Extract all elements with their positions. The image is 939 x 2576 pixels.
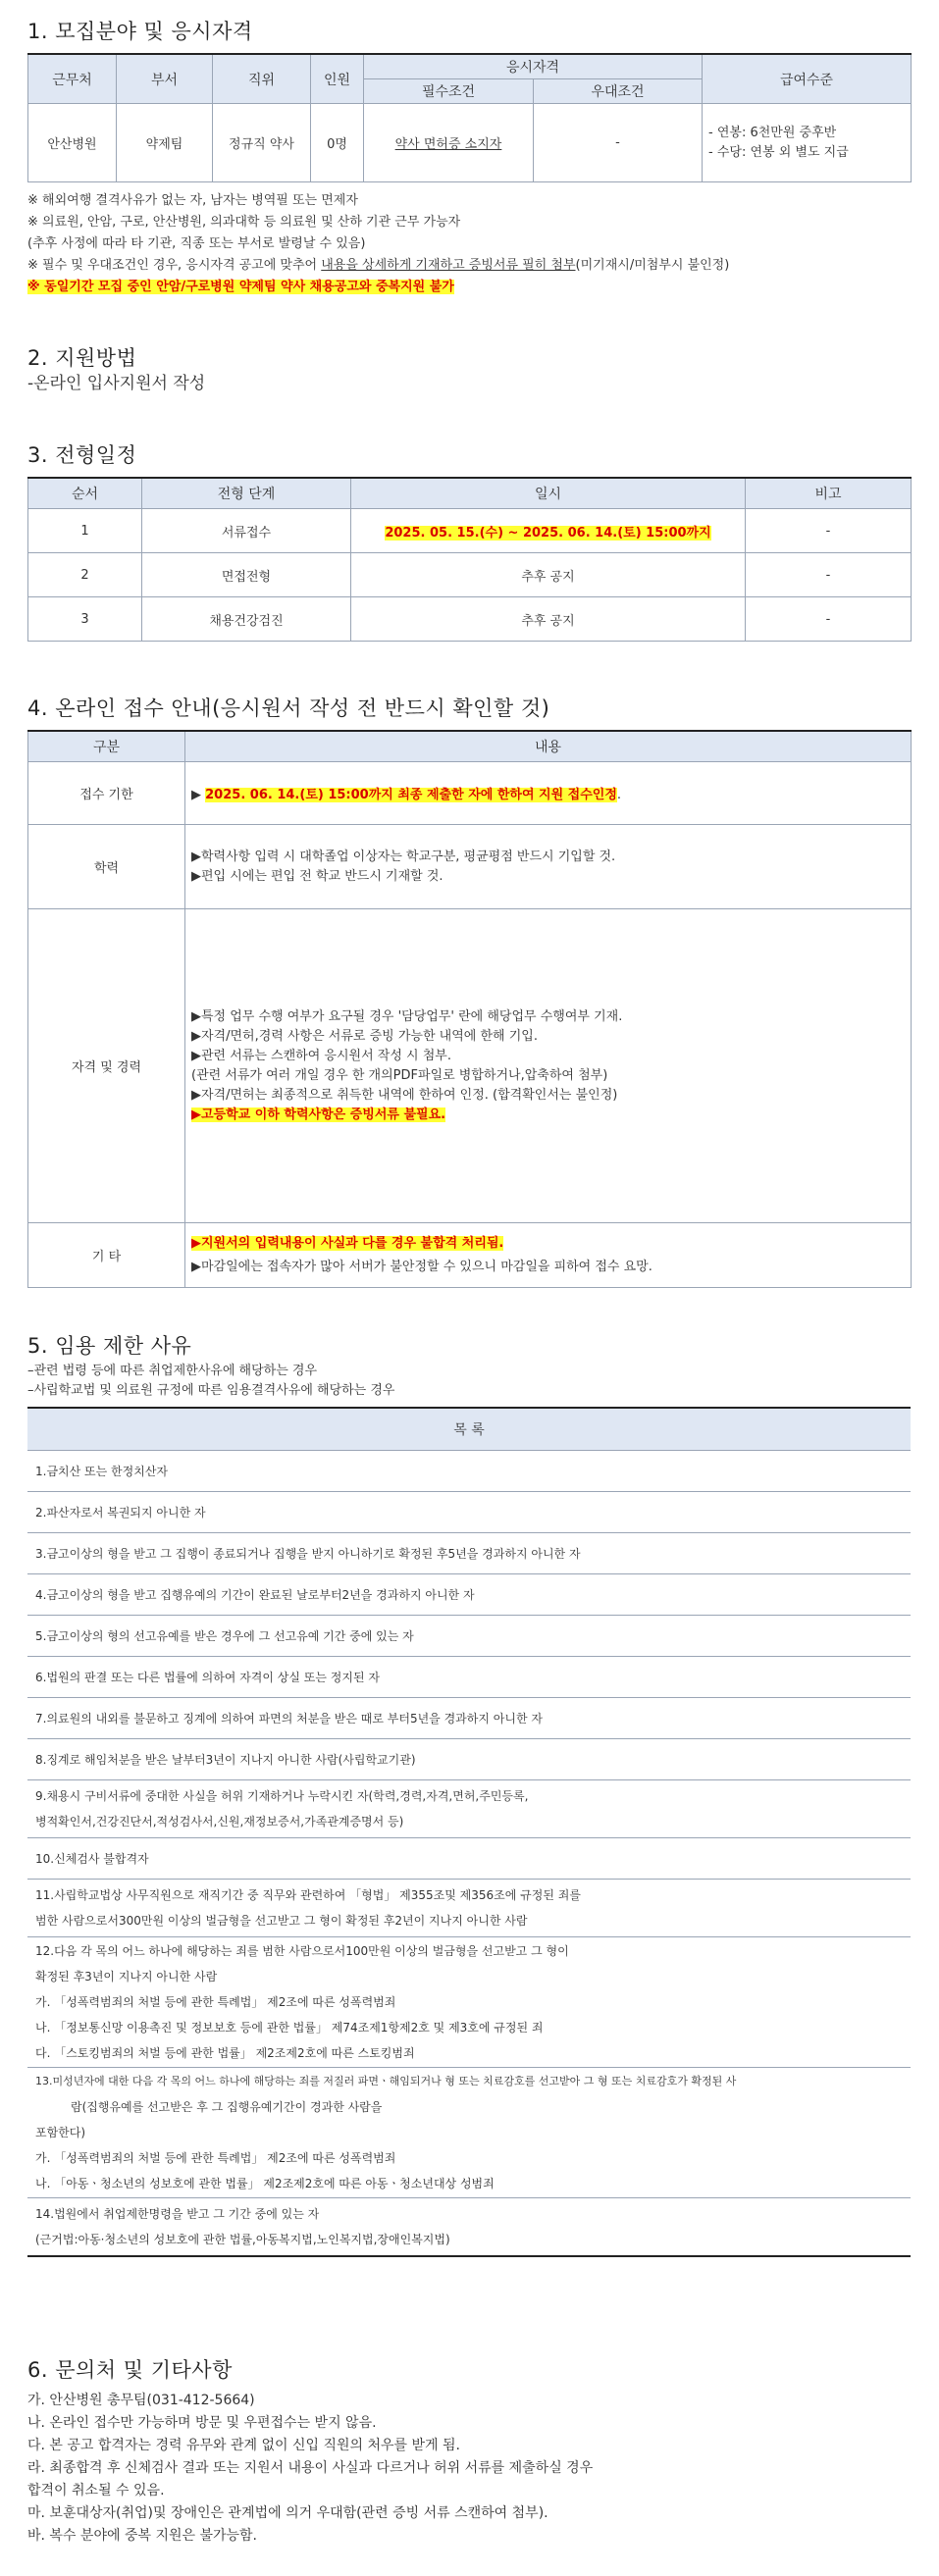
restriction-2: 2.파산자로서 복권되지 아니한 자	[27, 1492, 911, 1533]
qual-highlight: ▶고등학교 이하 학력사항은 증빙서류 불필요.	[191, 1107, 446, 1122]
qualification-content	[185, 909, 912, 1223]
qual-line-4: (관련 서류가 여러 개일 경우 한 개의PDF파일로 병합하거나,압축하여 첨부)	[191, 1067, 608, 1083]
etc-line-1	[191, 1232, 911, 1256]
section4	[27, 693, 912, 1288]
contact-line-7: 바. 복수 분야에 중복 지원은 불가능함.	[27, 2528, 258, 2544]
salary-line-1: - 연봉: 6천만원 중후반	[708, 125, 837, 140]
section5-sub-2: –사립학교법 및 의료원 규정에 따른 임용결격사유에 해당하는 경우	[27, 1383, 395, 1398]
restriction-11-line-2: 범한 사람으로서300만원 이상의 벌금형을 선고받고 그 형이 확정된 후2년이 지나지 아니한 사람	[35, 1914, 528, 1928]
cell-salary	[703, 104, 912, 182]
section3-title: 3. 전형일정	[27, 443, 137, 467]
section5-sub-1: –관련 법령 등에 따른 취업제한사유에 해당하는 경우	[27, 1364, 318, 1378]
restriction-table	[27, 1407, 911, 2257]
qual-line-6	[191, 1106, 911, 1125]
note-4	[27, 255, 911, 277]
note-3: (추후 사정에 따라 타 기관, 직종 또는 부서로 발령날 수 있음)	[27, 236, 366, 251]
restriction-14-line-1: 14.법원에서 취업제한명령을 받고 그 기간 중에 있는 자	[35, 2207, 320, 2221]
deadline-highlight: 2025. 06. 14.(토) 15:00까지 최종 제출한 자에 한하여 지원 접수인정	[205, 788, 617, 802]
schedule-no-1: 1	[28, 509, 142, 553]
restriction-13-line-5: 나. 「아동ㆍ청소년의 성보호에 관한 법률」 제2조제2호에 따른 아동ㆍ청소년대상 성범죄	[35, 2177, 495, 2190]
cell-dept: 약제팀	[117, 104, 213, 182]
section1-table	[27, 53, 912, 182]
note-4a: ※ 필수 및 우대조건인 경우, 응시자격 공고에 맞추어	[27, 258, 322, 273]
etc-label: 기 타	[28, 1223, 185, 1288]
required-text: 약사 면허증 소지자	[394, 137, 502, 152]
restriction-9-line-1: 9.채용시 구비서류에 중대한 사실을 허위 기재하거나 누락시킨 자(학력,경력,자격,면허,주민등록,	[35, 1789, 529, 1803]
cell-position: 정규직 약사	[213, 104, 311, 182]
restriction-11-line-1: 11.사립학교법상 사무직원으로 재직기간 중 직무와 관련하여 「형법」 제355조및 제356조에 규정된 죄를	[35, 1888, 581, 1902]
section5-title: 5. 임용 제한 사유	[27, 1334, 192, 1358]
section1-notes	[27, 190, 911, 298]
salary-line-2: - 수당: 연봉 외 별도 지급	[708, 144, 849, 160]
schedule-no-2: 2	[28, 553, 142, 597]
schedule-stage-1: 서류접수	[142, 509, 351, 553]
etc-highlight: ▶지원서의 입력내용이 사실과 다를 경우 불합격 처리됨.	[191, 1235, 504, 1251]
restriction-12-line-4: 나. 「정보통신망 이용촉진 및 정보보호 등에 관한 법률」 제74조제1항제2호 및 제3호에 규정된 죄	[35, 2021, 544, 2035]
contact-line-5: 합격이 취소될 수 있음.	[27, 2483, 165, 2499]
th-salary: 급여수준	[703, 54, 912, 104]
qualification-label: 자격 및 경력	[28, 909, 185, 1223]
restriction-9	[27, 1780, 911, 1838]
restriction-13	[27, 2068, 911, 2198]
section2-title: 2. 지원방법	[27, 346, 137, 370]
contact-line-3: 다. 본 공고 합격자는 경력 유무와 관계 없이 신입 직원의 처우를 받게 됨.	[27, 2438, 460, 2453]
qual-line-1: ▶특정 업무 수행 여부가 요구될 경우 '담당업무' 란에 해당업무 수행여부 기재.	[191, 1008, 623, 1024]
restriction-13-line-4: 가. 「성폭력범죄의 처벌 등에 관한 특례법」 제2조에 따른 성폭력범죄	[35, 2151, 396, 2165]
section5	[27, 1330, 911, 2257]
th-date: 일시	[351, 478, 746, 509]
schedule-note-2: -	[746, 553, 912, 597]
restriction-12	[27, 1937, 911, 2068]
th-order: 순서	[28, 478, 142, 509]
restriction-4: 4.금고이상의 형을 받고 집행유예의 기간이 완료된 날로부터2년을 경과하지 아니한 자	[27, 1574, 911, 1616]
schedule-note-3: -	[746, 597, 912, 642]
deadline-content	[185, 762, 912, 825]
restriction-14-line-2: (근거법:아동·청소년의 성보호에 관한 법률,아동복지법,노인복지법,장애인복지법)	[35, 2233, 450, 2246]
schedule-stage-3: 채용건강검진	[142, 597, 351, 642]
th-dept: 부서	[117, 54, 213, 104]
section2-text: -온라인 입사지원서 작성	[27, 374, 206, 393]
restriction-6: 6.법원의 판결 또는 다른 법률에 의하여 자격이 상실 또는 정지된 자	[27, 1657, 911, 1698]
restriction-11	[27, 1880, 911, 1937]
schedule-stage-2: 면접전형	[142, 553, 351, 597]
schedule-table	[27, 477, 912, 642]
qual-line-5: ▶자격/면허는 최종적으로 취득한 내역에 한하여 인정. (합격확인서는 불인정)	[191, 1087, 618, 1103]
restriction-1: 1.금치산 또는 한정치산자	[27, 1451, 911, 1492]
contact-line-6: 마. 보훈대상자(취업)및 장애인은 관계법에 의거 우대함(관련 증빙 서류 스캔하여 첨부).	[27, 2505, 548, 2521]
note-4b: 내용을 상세하게 기재하고 증빙서류 필히 첨부	[321, 258, 576, 273]
th-content: 내용	[185, 731, 912, 762]
restriction-5: 5.금고이상의 형의 선고유예를 받은 경우에 그 선고유예 기간 중에 있는 자	[27, 1616, 911, 1657]
th-note: 비고	[746, 478, 912, 509]
th-category: 구분	[28, 731, 185, 762]
schedule-no-3: 3	[28, 597, 142, 642]
schedule-note-1: -	[746, 509, 912, 553]
section3	[27, 439, 912, 642]
section6-lines	[27, 2390, 593, 2548]
schedule-date-1-highlight: 2025. 05. 15.(수) ~ 2025. 06. 14.(토) 15:00까지	[385, 525, 711, 541]
section4-title: 4. 온라인 접수 안내(응시원서 작성 전 반드시 확인할 것)	[27, 696, 550, 720]
note-4c: (미기재시/미첨부시 불인정)	[575, 258, 730, 273]
contact-line-1: 가. 안산병원 총무팀(031-412-5664)	[27, 2393, 255, 2408]
cell-preferred: -	[534, 104, 703, 182]
cell-count: 0명	[311, 104, 364, 182]
contact-line-2: 나. 온라인 접수만 가능하며 방문 및 우편접수는 받지 않음.	[27, 2415, 377, 2431]
restriction-14	[27, 2198, 911, 2257]
th-stage: 전형 단계	[142, 478, 351, 509]
th-qualification: 응시자격	[364, 54, 703, 79]
section1-title: 1. 모집분야 및 응시자격	[27, 20, 253, 43]
note-5	[27, 277, 911, 298]
etc-line-2: ▶마감일에는 접속자가 많아 서버가 불안정할 수 있으니 마감일을 피하여 접수 요망.	[191, 1259, 652, 1274]
restriction-12-line-2: 확정된 후3년이 지나지 아니한 사람	[35, 1970, 218, 1984]
cell-workplace: 안산병원	[28, 104, 117, 182]
edu-line-1: ▶학력사항 입력 시 대학졸업 이상자는 학교구분, 평균평점 반드시 기입할 것.	[191, 849, 616, 864]
section6-title: 6. 문의처 및 기타사항	[27, 2358, 233, 2382]
deadline-arrow: ▶	[191, 788, 206, 802]
deadline-label: 접수 기한	[28, 762, 185, 825]
restriction-7: 7.의료원의 내외를 불문하고 징계에 의하여 파면의 처분을 받은 때로 부터5년을 경과하지 아니한 자	[27, 1698, 911, 1739]
note-1: ※ 해외여행 결격사유가 없는 자, 남자는 병역필 또는 면제자	[27, 193, 358, 208]
restriction-8: 8.징계로 해임처분을 받은 날부터3년이 지나지 아니한 사람(사립학교기관)	[27, 1739, 911, 1780]
etc-content	[185, 1223, 912, 1288]
deadline-tail: .	[616, 788, 622, 802]
th-position: 직위	[213, 54, 311, 104]
edu-line-2: ▶편입 시에는 편입 전 학교 반드시 기재할 것.	[191, 868, 443, 884]
education-label: 학력	[28, 825, 185, 909]
schedule-date-1	[351, 509, 746, 553]
contact-line-4: 라. 최종합격 후 신체검사 결과 또는 지원서 내용이 사실과 다르거나 허위 서류를 제출하실 경우	[27, 2460, 594, 2476]
restriction-9-line-2: 병적확인서,건강진단서,적성검사서,신원,재정보증서,가족관계증명서 등)	[35, 1815, 404, 1829]
job-posting-page	[27, 16, 911, 2544]
restriction-12-line-5: 다. 「스토킹범죄의 처벌 등에 관한 법률」 제2조제2호에 따른 스토킹범죄	[35, 2046, 415, 2060]
restriction-13-line-2: 람(집행유예를 선고받은 후 그 집행유예기간이 경과한 사람을	[71, 2100, 383, 2114]
education-content	[185, 825, 912, 909]
section2	[27, 342, 205, 393]
restriction-13-line-3: 포함한다)	[35, 2126, 86, 2139]
cell-required	[364, 104, 534, 182]
th-preferred: 우대조건	[534, 79, 703, 104]
section6	[27, 2354, 593, 2548]
restriction-10: 10.신체검사 불합격자	[27, 1838, 911, 1880]
restriction-12-line-3: 가. 「성폭력범죄의 처벌 등에 관한 특례법」 제2조에 따른 성폭력범죄	[35, 1995, 396, 2009]
th-workplace: 근무처	[28, 54, 117, 104]
restriction-3: 3.금고이상의 형을 받고 그 집행이 종료되거나 집행을 받지 아니하기로 확정된 후5년을 경과하지 아니한 자	[27, 1533, 911, 1574]
note-2: ※ 의료원, 안암, 구로, 안산병원, 의과대학 등 의료원 및 산하 기관 근무 가능자	[27, 215, 461, 230]
qual-line-3: ▶관련 서류는 스캔하여 응시원서 작성 시 첨부.	[191, 1048, 451, 1063]
th-list: 목 록	[27, 1408, 911, 1451]
schedule-date-3: 추후 공지	[351, 597, 746, 642]
th-required: 필수조건	[364, 79, 534, 104]
note-5-highlight: ※ 동일기간 모집 중인 안암/구로병원 약제팀 약사 채용공고와 중복지원 불가	[27, 280, 454, 294]
qual-line-2: ▶자격/면허,경력 사항은 서류로 증빙 가능한 내역에 한해 기입.	[191, 1028, 538, 1044]
schedule-date-2: 추후 공지	[351, 553, 746, 597]
online-guide-table	[27, 730, 912, 1288]
restriction-13-line-1: 13.미성년자에 대한 다음 각 목의 어느 하나에 해당하는 죄를 저질러 파면ㆍ해임되거나 형 또는 치료감호를 선고받아 그 형 또는 치료감호가 확정된 사	[35, 2075, 737, 2087]
th-count: 인원	[311, 54, 364, 104]
restriction-12-line-1: 12.다음 각 목의 어느 하나에 해당하는 죄를 범한 사람으로서100만원 이상의 벌금형을 선고받고 그 형이	[35, 1944, 569, 1958]
